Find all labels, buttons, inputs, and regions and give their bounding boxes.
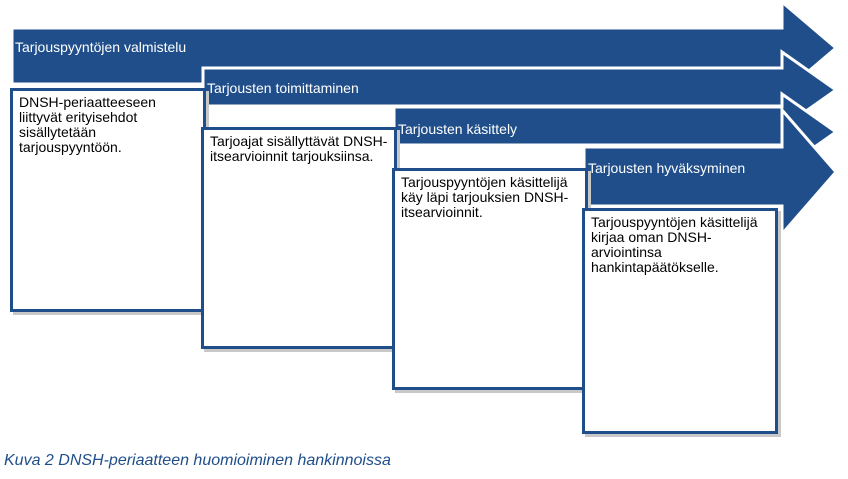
stage-box-1 xyxy=(10,88,206,312)
stage-title-3: Tarjousten käsittely xyxy=(398,121,518,137)
stage-description-4: Tarjouspyyntöjen käsittelijä kirjaa oman DNSH-arviointinsa hankintapäätökselle. xyxy=(591,214,758,275)
stage-box-2 xyxy=(201,127,397,349)
stage-box-4 xyxy=(582,208,778,434)
stage-title-2: Tarjousten toimittaminen xyxy=(207,80,359,96)
stage-box-3 xyxy=(392,168,588,390)
stage-title-4: Tarjousten hyväksyminen xyxy=(588,160,746,176)
stage-description-2: Tarjoajat sisällyttävät DNSH-itsearvioinnit tarjouksiinsa. xyxy=(210,133,388,164)
stage-description-3: Tarjouspyyntöjen käsittelijä käy läpi tarjouksien DNSH-itsearvioinnit. xyxy=(401,174,569,220)
stage-description-1: DNSH-periaatteeseen liittyvät erityisehdot sisällytetään tarjouspyyntöön. xyxy=(19,94,156,155)
figure-caption: Kuva 2 DNSH-periaatteen huomioiminen hankinnoissa xyxy=(4,452,391,469)
stage-title-1: Tarjouspyyntöjen valmistelu xyxy=(15,39,187,55)
